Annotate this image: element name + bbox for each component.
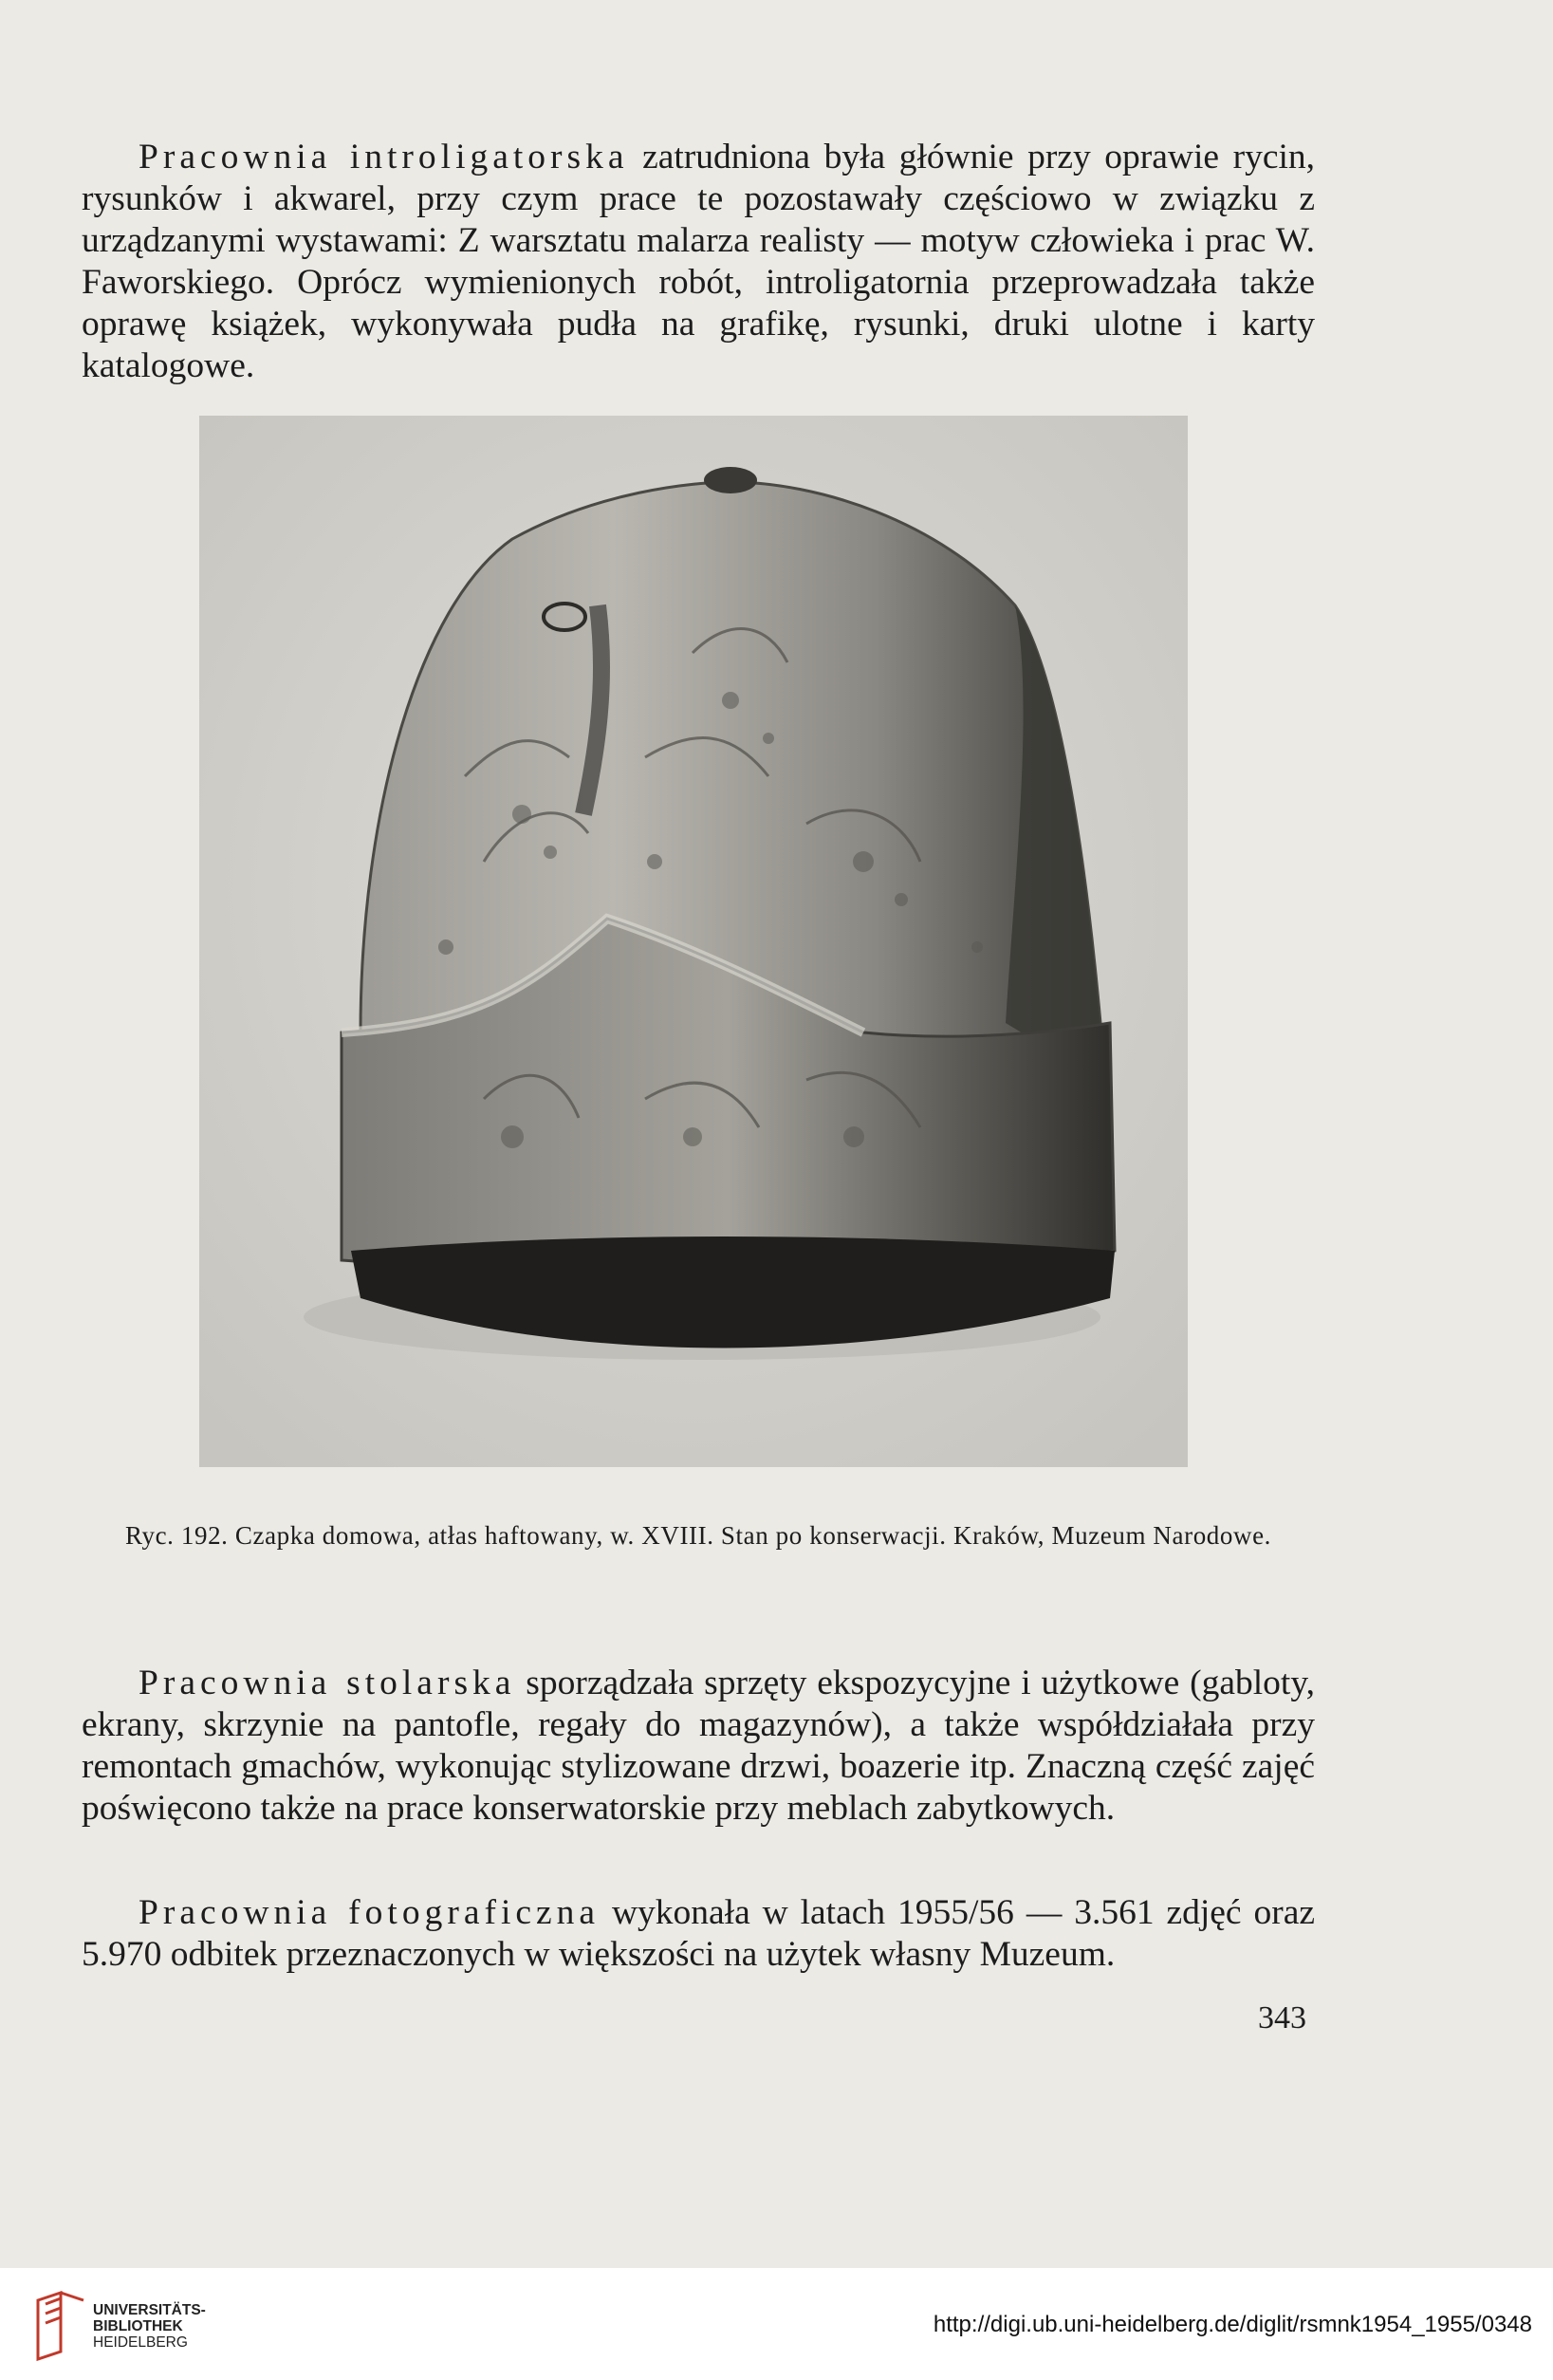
paragraph-lead: Pracownia stolarska	[139, 1663, 516, 1702]
caption-text: Ryc. 192. Czapka domowa, atłas haftowany, w. XVIII. Stan po konserwacji. Kraków, Muzeum Narodowe.	[124, 1521, 1272, 1550]
figure-photo-cap	[199, 416, 1188, 1467]
paragraph-lead: Pracownia introligatorska	[139, 137, 629, 177]
paragraph-text: sporządzała sprzęty ekspozycyjne i użytkowe (gabloty, ekrany, skrzynie na pantofle, regały do magazynów), a także współdziałała przy remontach gmachów, wykonując stylizowane drzwi, boazerie itp. Znaczną część zajęć poświęcono także na prace konserwatorskie przy meblach zabytkowych.	[82, 1663, 1316, 1828]
institution-line-3: HEIDELBERG	[93, 2334, 188, 2351]
institution-line-1: UNIVERSITÄTS-	[93, 2302, 206, 2318]
figure-caption	[82, 1518, 1315, 1553]
digitization-footer	[0, 2268, 1553, 2380]
ub-heidelberg-logo-icon	[32, 2291, 89, 2361]
page-number: 343	[1258, 2000, 1306, 2036]
paragraph-lead: Pracownia fotograficzna	[139, 1892, 601, 1932]
paragraph-text: zatrudniona była głównie przy oprawie rycin, rysunków i akwarel, przy czym prace te pozostawały częściowo w związku z urządzanymi wystawami: Z warsztatu malarza realisty — motyw człowieka i prac W. Faworskiego. Oprócz wymienionych robót, introligatornia przeprowadzała także oprawę książek, wykonywała pudła na grafikę, rysunki, druki ulotne i karty katalogowe.	[82, 137, 1316, 385]
paragraph-text: wykonała w latach 1955/56 — 3.561 zdjęć oraz 5.970 odbitek przeznaczonych w większości na użytek własny Muzeum.	[82, 1892, 1315, 1974]
paragraph-carpentry	[82, 1663, 1315, 1894]
paragraph-bookbinding	[82, 137, 1315, 412]
paragraph-photography	[82, 1892, 1315, 1987]
digitization-url-link[interactable]: http://digi.ub.uni-heidelberg.de/diglit/rsmnk1954_1955/0348	[933, 2312, 1532, 2337]
embroidered-cap-photo	[199, 416, 1188, 1467]
institution-name	[93, 2302, 206, 2351]
institution-line-2: BIBLIOTHEK	[93, 2318, 183, 2334]
